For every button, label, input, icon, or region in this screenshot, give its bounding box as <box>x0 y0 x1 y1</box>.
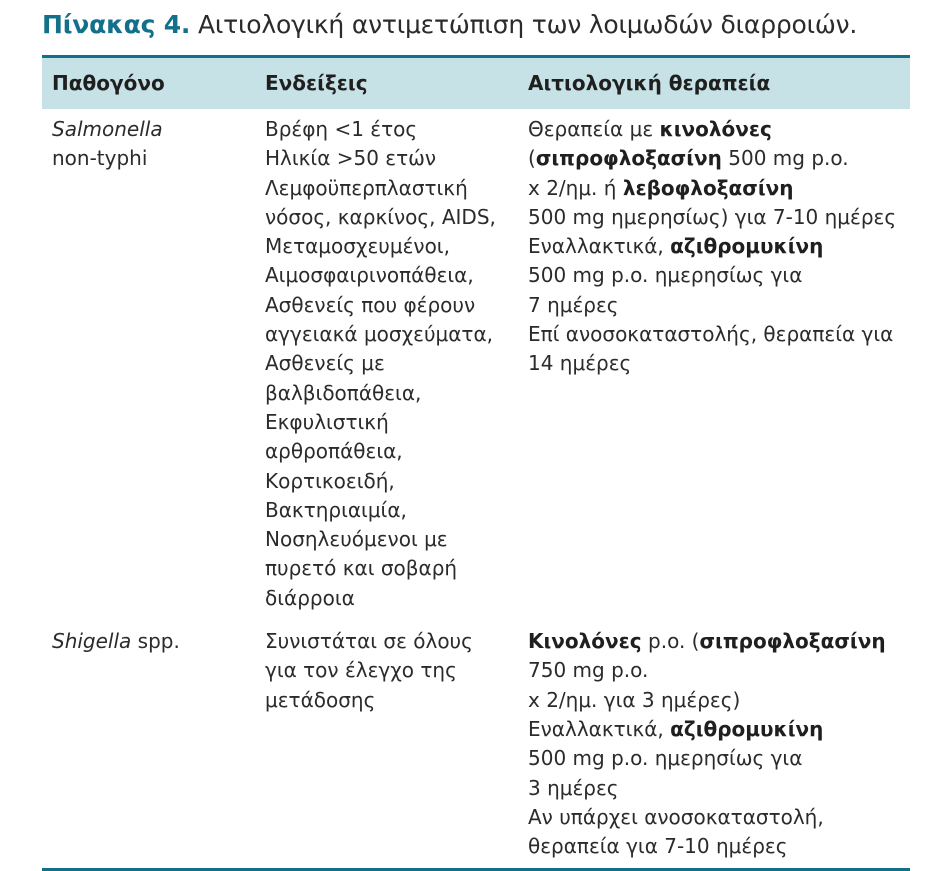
indication-line: νόσος, καρκίνος, AIDS, <box>265 204 496 229</box>
text-run: αζιθρομυκίνη <box>670 716 824 741</box>
cell-line <box>528 715 886 744</box>
indication-line: διάρροια <box>265 585 355 610</box>
text-run: σιπροφλοξασίνη <box>699 629 886 654</box>
table-header-row <box>42 58 910 109</box>
table-row <box>42 621 910 869</box>
text-run: Θεραπεία με <box>528 117 660 141</box>
indications-cell <box>265 115 496 613</box>
text-run: Shigella <box>52 629 132 654</box>
indication-line: Κορτικοειδή, <box>265 468 395 493</box>
text-run: θεραπεία για 7-10 ημέρες <box>528 834 788 859</box>
caption-title: Αιτιολογική αντιμετώπιση των λοιμωδών διαρροιών. <box>197 10 858 39</box>
text-run: Salmonella <box>52 117 163 141</box>
text-run: 3 ημέρες <box>528 775 619 800</box>
cell-line <box>528 774 886 803</box>
text-run: 7 ημέρες <box>528 292 619 317</box>
cell-line <box>528 144 896 173</box>
text-run: non-typhi <box>52 146 148 171</box>
text-run: 500 mg p.o. ημερησίως για <box>528 263 803 288</box>
text-run: Κινολόνες <box>528 629 642 654</box>
text-run: 14 ημέρες <box>528 351 632 376</box>
cell-line <box>528 232 896 261</box>
treatment-table <box>42 55 910 869</box>
cell-line <box>528 174 896 203</box>
indication-line: αγγειακά μοσχεύματα, <box>265 322 494 347</box>
indications-cell <box>265 627 473 715</box>
caption-label: Πίνακας 4. <box>42 10 191 39</box>
indication-line: Συνιστάται σε όλους <box>265 629 473 654</box>
text-run: αζιθρομυκίνη <box>670 234 824 259</box>
cell-line <box>528 115 896 144</box>
text-run: spp. <box>131 629 180 654</box>
text-run: λεβοφλοξασίνη <box>622 175 794 200</box>
text-run: ( <box>528 146 536 171</box>
text-run: 500 mg p.o. ημερησίως για <box>528 746 803 771</box>
header-indications: Ενδείξεις <box>265 71 368 95</box>
cell-line <box>528 803 886 832</box>
cell-line <box>528 744 886 773</box>
cell-line <box>528 686 886 715</box>
cell-line <box>52 144 163 173</box>
text-run: 750 mg p.o. <box>528 658 649 683</box>
header-pathogen: Παθογόνο <box>52 71 165 95</box>
text-run: x 2/ημ. για 3 ημέρες) <box>528 687 741 712</box>
indication-line: Λεμφοϋπερπλαστική <box>265 175 468 200</box>
text-run: 500 mg p.o. <box>721 146 849 171</box>
text-run: Εναλλακτικά, <box>528 234 671 259</box>
cell-line <box>528 656 886 685</box>
text-run: x 2/ημ. ή <box>528 175 623 200</box>
table-caption <box>42 10 857 39</box>
indication-line: βαλβιδοπάθεια, <box>265 380 422 405</box>
indication-line: Ασθενείς με <box>265 351 385 376</box>
cell-line <box>52 627 180 656</box>
text-run: p.o. ( <box>641 629 700 654</box>
indication-line: Ηλικία >50 ετών <box>265 146 437 171</box>
cell-line <box>528 320 896 349</box>
table-bottom-rule <box>42 868 910 871</box>
cell-line <box>528 627 886 656</box>
indication-line: Νοσηλευόμενοι με <box>265 527 448 552</box>
cell-line <box>528 203 896 232</box>
indication-line: μετάδοσης <box>265 687 376 712</box>
indication-line: πυρετό και σοβαρή <box>265 556 458 581</box>
table-row <box>42 109 910 621</box>
indication-line: Μεταμοσχευμένοι, <box>265 234 450 259</box>
table-body <box>42 109 910 869</box>
text-run: κινολόνες <box>659 117 772 141</box>
indication-line: Εκφυλιστική <box>265 409 389 434</box>
therapy-cell <box>528 627 886 861</box>
text-run: σιπροφλοξασίνη <box>535 146 722 171</box>
text-run: Επί ανοσοκαταστολής, θεραπεία για <box>528 322 894 347</box>
cell-line <box>52 115 163 144</box>
text-run: Αν υπάρχει ανοσοκαταστολή, <box>528 804 824 829</box>
indication-line: Ασθενείς που φέρουν <box>265 292 476 317</box>
pathogen-cell <box>52 115 163 174</box>
indication-line: Αιμοσφαιρινοπάθεια, <box>265 263 474 288</box>
cell-line <box>528 291 896 320</box>
indication-line: για τον έλεγχο της <box>265 658 457 683</box>
text-run: 500 mg ημερησίως) για 7-10 ημέρες <box>528 204 897 229</box>
cell-line <box>528 349 896 378</box>
indication-line: Βρέφη <1 έτος <box>265 117 418 141</box>
indication-line: Βακτηριαιμία, <box>265 497 407 522</box>
indication-line: αρθροπάθεια, <box>265 439 403 464</box>
header-therapy: Αιτιολογική θεραπεία <box>528 71 771 95</box>
pathogen-cell <box>52 627 180 656</box>
therapy-cell <box>528 115 896 379</box>
text-run: Εναλλακτικά, <box>528 716 671 741</box>
cell-line <box>528 832 886 861</box>
cell-line <box>528 261 896 290</box>
